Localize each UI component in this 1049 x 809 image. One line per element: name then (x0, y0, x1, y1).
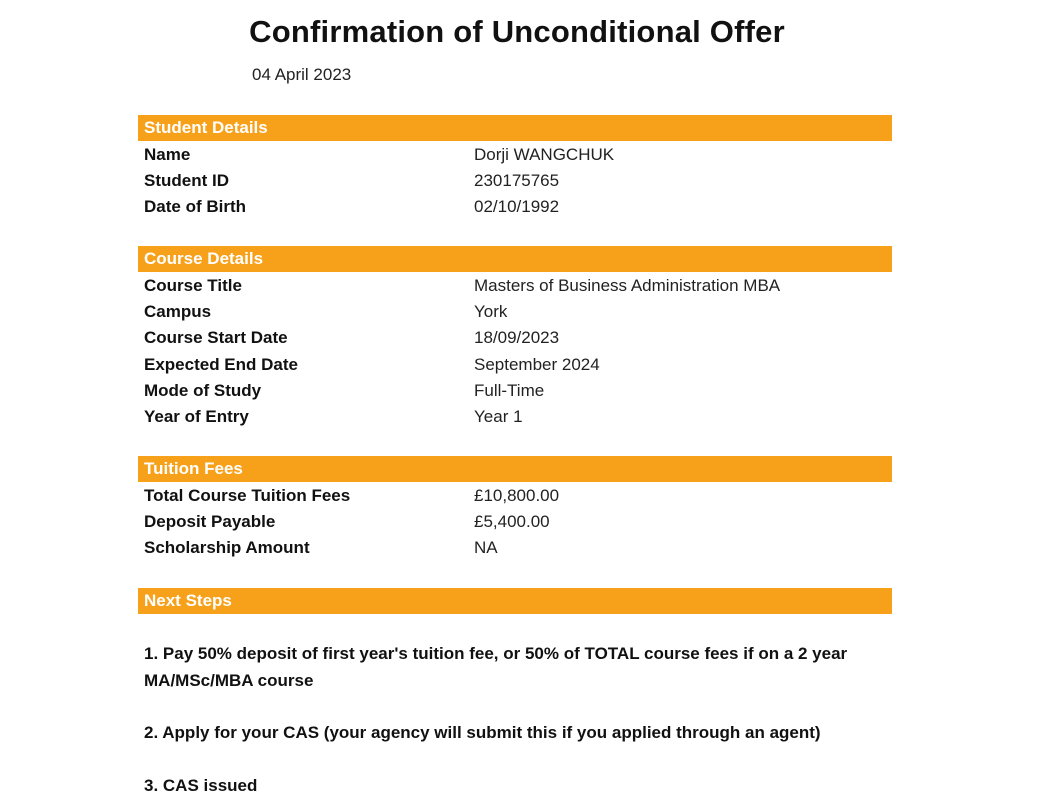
detail-value: NA (474, 538, 498, 557)
detail-value: £10,800.00 (474, 486, 560, 505)
section-header-tuition-fees: Tuition Fees (138, 456, 892, 482)
detail-label: Course Start Date (144, 328, 288, 347)
next-step-2: 2. Apply for your CAS (your agency will submit this if you applied through an agent) (144, 723, 821, 742)
detail-label: Year of Entry (144, 407, 249, 426)
detail-label: Deposit Payable (144, 512, 276, 531)
detail-row-campus (144, 299, 884, 325)
detail-label: Campus (144, 302, 212, 321)
detail-row-scholarship-amount (144, 535, 884, 561)
section-header-next-steps: Next Steps (138, 588, 892, 614)
detail-value: September 2024 (474, 355, 600, 374)
detail-value: Masters of Business Administration MBA (474, 276, 781, 295)
detail-label: Total Course Tuition Fees (144, 486, 351, 505)
page-title: Confirmation of Unconditional Offer (249, 14, 785, 49)
detail-row-student-id (144, 168, 884, 194)
detail-label: Student ID (144, 171, 229, 190)
detail-value: 18/09/2023 (474, 328, 560, 347)
offer-date: 04 April 2023 (252, 65, 352, 84)
detail-value: Year 1 (474, 407, 523, 426)
detail-row-date-of-birth (144, 194, 884, 220)
detail-value: 02/10/1992 (474, 197, 560, 216)
detail-label: Mode of Study (144, 381, 262, 400)
detail-value: Dorji WANGCHUK (474, 145, 615, 164)
detail-value: York (474, 302, 508, 321)
next-step-1: 1. Pay 50% deposit of first year's tuition fee, or 50% of TOTAL course fees if on a 2 year MA/MSc/MBA course (144, 644, 848, 690)
detail-label: Course Title (144, 276, 242, 295)
detail-row-course-start-date (144, 325, 884, 351)
detail-value: 230175765 (474, 171, 560, 190)
next-step-3: 3. CAS issued (144, 776, 258, 795)
section-header-course-details: Course Details (138, 246, 892, 272)
detail-row-year-of-entry (144, 404, 884, 430)
detail-label: Expected End Date (144, 355, 298, 374)
detail-row-deposit-payable (144, 509, 884, 535)
detail-row-course-title (144, 273, 884, 299)
detail-row-expected-end-date (144, 352, 884, 378)
section-header-student-details: Student Details (138, 115, 892, 141)
detail-label: Name (144, 145, 191, 164)
detail-row-total-tuition-fees (144, 483, 884, 509)
detail-row-name (144, 142, 884, 168)
detail-value: Full-Time (474, 381, 545, 400)
detail-label: Date of Birth (144, 197, 246, 216)
detail-value: £5,400.00 (474, 512, 550, 531)
detail-row-mode-of-study (144, 378, 884, 404)
detail-label: Scholarship Amount (144, 538, 310, 557)
